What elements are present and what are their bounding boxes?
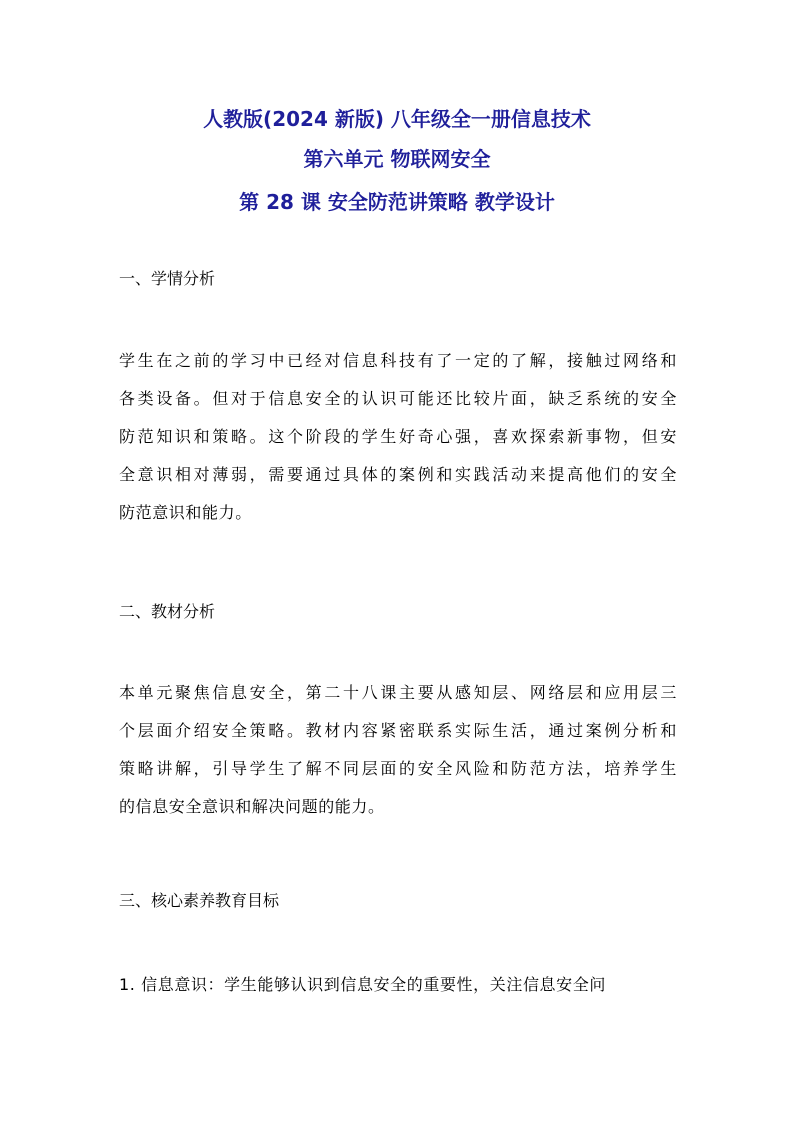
lesson-title: 第 28 课 安全防范讲策略 教学设计 (239, 190, 555, 214)
goal-item-information-awareness: 1. 信息意识：学生能够认识到信息安全的重要性，关注信息安全问 (119, 975, 606, 994)
section-heading-core-literacy-goals: 三、核心素养教育目标 (119, 891, 280, 910)
section-heading-textbook-analysis: 二、教材分析 (119, 602, 216, 621)
learner-analysis-paragraph (119, 350, 677, 540)
unit-title: 第六单元 物联网安全 (303, 147, 491, 171)
paragraph-line: 本单元聚焦信息安全，第二十八课主要从感知层、网络层和应用层三 (119, 683, 677, 702)
paragraph-line: 防范知识和策略。这个阶段的学生好奇心强，喜欢探索新事物，但安 (119, 427, 677, 446)
paragraph-line: 策略讲解，引导学生了解不同层面的安全风险和防范方法，培养学生 (119, 759, 677, 778)
paragraph-line: 个层面介绍安全策略。教材内容紧密联系实际生活，通过案例分析和 (119, 721, 677, 740)
paragraph-line: 的信息安全意识和解决问题的能力。 (119, 797, 385, 816)
paragraph-line: 全意识相对薄弱，需要通过具体的案例和实践活动来提高他们的安全 (119, 465, 677, 484)
textbook-analysis-paragraph (119, 682, 677, 834)
paragraph-line: 学生在之前的学习中已经对信息科技有了一定的了解，接触过网络和 (119, 351, 677, 370)
section-heading-learner-analysis: 一、学情分析 (119, 269, 216, 288)
paragraph-line: 各类设备。但对于信息安全的认识可能还比较片面，缺乏系统的安全 (119, 389, 677, 408)
paragraph-line: 防范意识和能力。 (119, 503, 252, 522)
document-title-line-1: 人教版(2024 新版) 八年级全一册信息技术 (203, 107, 591, 131)
